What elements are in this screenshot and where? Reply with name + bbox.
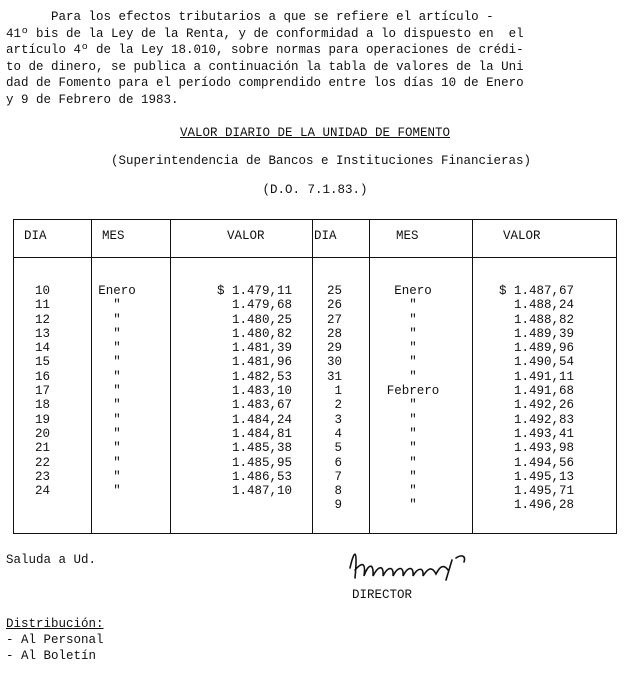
table-title-text: VALOR DIARIO DE LA UNIDAD DE FOMENTO [179,126,451,140]
table-cell: 1.493,98 [513,441,574,456]
table-cell: 1.489,39 [513,326,574,341]
table-cell: 1.484,81 [231,426,292,441]
table-cell: 1.494,56 [513,455,574,470]
table-cell: 15 [34,355,50,370]
table-cell: " [113,469,121,484]
table-cell: " [113,355,121,370]
table-cell: 1.488,24 [513,298,574,313]
table-cell: 1.490,54 [513,355,574,370]
table-cell: 11 [34,298,50,313]
table-cell: " [409,312,417,327]
table-cell: " [113,484,121,499]
table-cell: 1.488,82 [513,312,574,327]
table-cell: 1.484,24 [231,412,292,427]
table-cell: 30 [326,355,342,370]
intro-paragraph [6,9,618,108]
distribution-heading: Distribución: [6,617,104,631]
table-title [60,126,570,140]
table-cell: Enero [394,284,432,298]
table-cell: 16 [34,369,50,384]
table-cell: 2 [334,398,342,413]
signature-mark [340,540,490,588]
table-cell: " [409,455,417,470]
table-cell: 1.496,28 [513,498,574,513]
header-valor-right: VALOR [503,229,541,243]
left-month-column [84,284,150,498]
table-cell: " [409,469,417,484]
table-cell: 14 [34,341,50,356]
uf-values-table [13,219,617,534]
table-cell: 1.483,10 [231,384,292,399]
table-cell: " [113,369,121,384]
table-cell: Febrero [386,384,440,399]
table-cell: " [113,412,121,427]
table-cell: " [409,441,417,456]
column-divider [312,220,313,533]
table-cell: 19 [34,412,50,427]
table-cell: $ 1.487,67 [498,284,574,298]
table-cell: $ 1.479,11 [216,284,292,298]
table-cell: 8 [334,484,342,499]
table-cell: 1.483,67 [231,398,292,413]
table-cell: 25 [326,284,342,298]
table-cell: 1.495,13 [513,469,574,484]
table-cell: " [409,426,417,441]
subtitle: (Superintendencia de Bancos e Instituciones Financieras) [110,154,532,168]
left-day-column [24,284,50,498]
intro-line: Para los efectos tributarios a que se refiere el artículo - [6,10,494,24]
intro-line: y 9 de Febrero de 1983. [6,92,179,107]
table-cell: 1.492,83 [513,412,574,427]
table-cell: 27 [326,312,342,327]
left-value-column [194,284,292,498]
right-month-column [381,284,445,513]
table-cell: 5 [334,441,342,456]
header-dia-right: DIA [314,229,337,243]
right-day-column [316,284,342,513]
distribution-list [6,616,104,664]
table-cell: 1.480,82 [231,326,292,341]
table-cell: 22 [34,455,50,470]
table-cell: " [409,355,417,370]
table-cell: 4 [334,426,342,441]
table-cell: 1.491,68 [513,384,574,399]
table-cell: 26 [326,298,342,313]
table-cell: 1 [334,384,342,399]
table-cell: 7 [334,469,342,484]
table-cell: 9 [334,498,342,513]
official-reference: (D.O. 7.1.83.) [262,183,368,197]
intro-line: dad de Fomento para el período comprendido entre los días 10 de Enero [6,76,524,90]
table-cell: 31 [326,369,342,384]
header-dia-left: DIA [24,229,47,243]
table-cell: 1.481,39 [231,341,292,356]
table-cell: " [113,326,121,341]
table-cell: 1.493,41 [513,426,574,441]
table-cell: 1.492,26 [513,398,574,413]
intro-line: 41º bis de la Ley de la Renta, y de conformidad a lo dispuesto en el [6,26,524,41]
header-divider [14,257,616,258]
table-cell: 1.487,10 [231,484,292,499]
table-cell: 29 [326,341,342,356]
header-mes-left: MES [102,229,125,243]
table-cell: " [409,412,417,427]
column-divider [369,220,370,533]
table-cell: " [113,455,121,470]
right-value-column [476,284,574,513]
table-cell: " [409,369,417,384]
intro-line: to de dinero, se publica a continuación la tabla de valores de la Uni [6,59,524,74]
table-cell: 24 [34,484,50,499]
intro-line: artículo 4º de la Ley 18.010, sobre normas para operaciones de crédi- [6,43,524,57]
table-cell: 1.485,38 [231,441,292,456]
table-cell: 20 [34,426,50,441]
table-cell: 1.480,25 [231,312,292,327]
column-divider [170,220,171,533]
table-cell: " [113,341,121,356]
table-cell: 21 [34,441,50,456]
table-cell: 1.485,95 [231,455,292,470]
column-divider [472,220,473,533]
table-cell: " [113,398,121,413]
table-cell: " [409,484,417,499]
table-cell: 1.495,71 [513,484,574,499]
table-cell: " [409,326,417,341]
table-cell: 28 [326,326,342,341]
table-cell: 1.481,96 [231,355,292,370]
table-cell: 1.482,53 [231,369,292,384]
table-cell: 18 [34,398,50,413]
table-cell: 10 [34,284,50,298]
signer-title: DIRECTOR [352,588,413,602]
distribution-item: - Al Boletín [6,649,97,663]
table-cell: " [409,498,417,513]
table-cell: Enero [98,284,136,298]
table-cell: " [409,341,417,356]
table-cell: " [409,298,417,313]
table-cell: 1.491,11 [513,369,574,384]
table-cell: 6 [334,455,342,470]
header-mes-right: MES [396,229,419,243]
table-cell: 3 [334,412,342,427]
table-cell: 1.486,53 [231,469,292,484]
distribution-item: - Al Personal [6,633,104,647]
table-cell: 1.479,68 [231,298,292,313]
table-cell: " [113,384,121,399]
table-cell: " [113,426,121,441]
table-cell: " [113,312,121,327]
closing-salutation: Saluda a Ud. [6,553,97,567]
table-cell: " [409,398,417,413]
table-cell: 17 [34,384,50,399]
table-cell: 23 [34,469,50,484]
table-cell: 1.489,96 [513,341,574,356]
table-cell: " [113,441,121,456]
table-cell: 12 [34,312,50,327]
table-cell: 13 [34,326,50,341]
header-valor-left: VALOR [227,229,265,243]
table-cell: " [113,298,121,313]
